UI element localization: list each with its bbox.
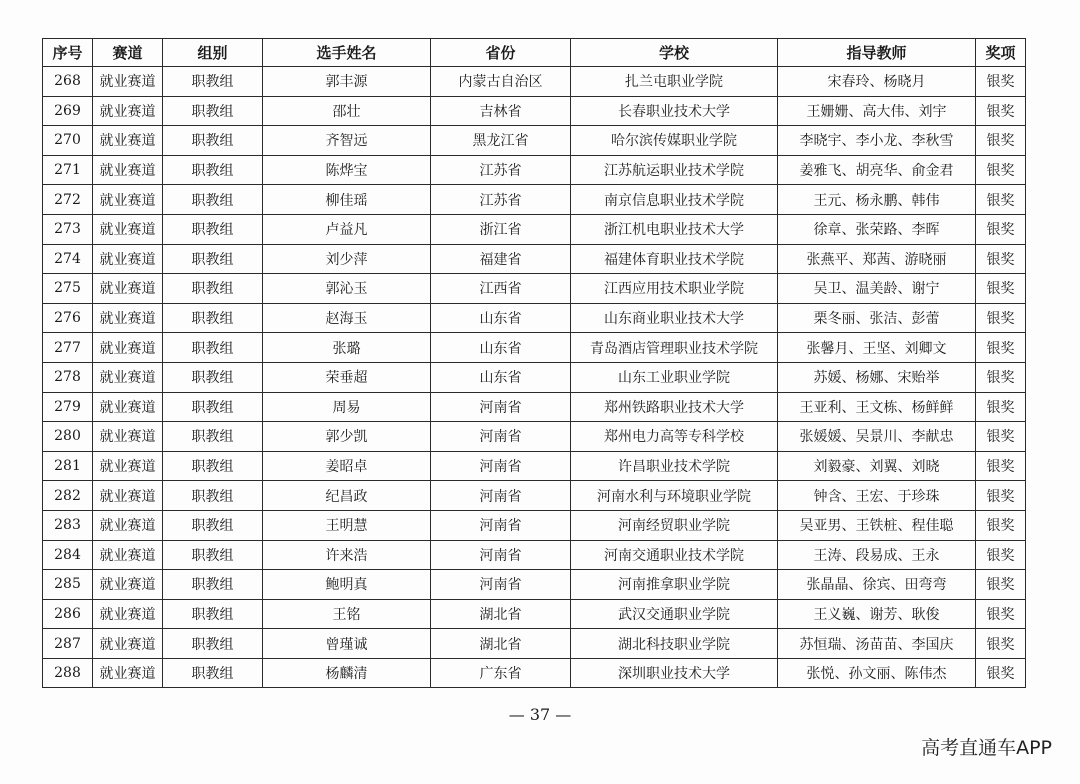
table-row <box>43 570 1026 600</box>
cell-advisors: 张晶晶、徐宾、田弯弯 <box>778 570 976 600</box>
table-row <box>43 155 1026 185</box>
table-row <box>43 629 1026 659</box>
awards-table <box>42 38 1026 688</box>
cell-group: 职教组 <box>163 303 263 333</box>
cell-province: 湖北省 <box>431 599 571 629</box>
cell-school: 江苏航运职业技术学院 <box>571 155 778 185</box>
cell-track: 就业赛道 <box>93 629 163 659</box>
cell-name: 纪昌政 <box>263 481 431 511</box>
cell-index: 280 <box>43 422 93 452</box>
cell-track: 就业赛道 <box>93 155 163 185</box>
cell-group: 职教组 <box>163 658 263 688</box>
cell-school: 山东工业职业学院 <box>571 362 778 392</box>
cell-advisors: 吴亚男、王铁桩、程佳聪 <box>778 510 976 540</box>
cell-advisors: 刘毅豪、刘翼、刘晓 <box>778 451 976 481</box>
cell-name: 王明慧 <box>263 510 431 540</box>
cell-advisors: 王元、杨永鹏、韩伟 <box>778 185 976 215</box>
cell-index: 288 <box>43 658 93 688</box>
cell-award: 银奖 <box>976 570 1026 600</box>
cell-track: 就业赛道 <box>93 570 163 600</box>
cell-advisors: 苏恒瑞、汤苗苗、李国庆 <box>778 629 976 659</box>
cell-group: 职教组 <box>163 599 263 629</box>
cell-group: 职教组 <box>163 540 263 570</box>
cell-index: 277 <box>43 333 93 363</box>
cell-group: 职教组 <box>163 481 263 511</box>
cell-province: 河南省 <box>431 392 571 422</box>
cell-track: 就业赛道 <box>93 599 163 629</box>
cell-advisors: 王涛、段易成、王永 <box>778 540 976 570</box>
cell-school: 南京信息职业技术学院 <box>571 185 778 215</box>
cell-award: 银奖 <box>976 451 1026 481</box>
cell-province: 河南省 <box>431 451 571 481</box>
table-row <box>43 185 1026 215</box>
cell-index: 282 <box>43 481 93 511</box>
cell-award: 银奖 <box>976 599 1026 629</box>
cell-name: 王铭 <box>263 599 431 629</box>
cell-name: 荣垂超 <box>263 362 431 392</box>
cell-track: 就业赛道 <box>93 214 163 244</box>
cell-award: 银奖 <box>976 96 1026 126</box>
cell-track: 就业赛道 <box>93 274 163 304</box>
cell-school: 深圳职业技术大学 <box>571 658 778 688</box>
header-award: 奖项 <box>976 39 1026 67</box>
cell-track: 就业赛道 <box>93 126 163 156</box>
cell-award: 银奖 <box>976 422 1026 452</box>
cell-advisors: 王姗姗、高大伟、刘宇 <box>778 96 976 126</box>
table-row <box>43 333 1026 363</box>
table-row <box>43 422 1026 452</box>
cell-name: 曾瑾诚 <box>263 629 431 659</box>
cell-index: 284 <box>43 540 93 570</box>
cell-name: 刘少萍 <box>263 244 431 274</box>
cell-advisors: 张燕平、郑茜、游晓丽 <box>778 244 976 274</box>
cell-province: 山东省 <box>431 333 571 363</box>
cell-province: 江苏省 <box>431 185 571 215</box>
header-school: 学校 <box>571 39 778 67</box>
cell-award: 银奖 <box>976 362 1026 392</box>
cell-school: 扎兰屯职业学院 <box>571 67 778 97</box>
cell-province: 河南省 <box>431 481 571 511</box>
cell-award: 银奖 <box>976 481 1026 511</box>
page-number: — 37 — <box>508 705 572 724</box>
cell-advisors: 张媛媛、吴景川、李献忠 <box>778 422 976 452</box>
cell-track: 就业赛道 <box>93 333 163 363</box>
cell-name: 郭沁玉 <box>263 274 431 304</box>
cell-name: 周易 <box>263 392 431 422</box>
table-row <box>43 510 1026 540</box>
cell-province: 山东省 <box>431 303 571 333</box>
cell-name: 郭少凯 <box>263 422 431 452</box>
cell-group: 职教组 <box>163 155 263 185</box>
cell-award: 银奖 <box>976 392 1026 422</box>
cell-advisors: 苏媛、杨娜、宋贻举 <box>778 362 976 392</box>
cell-track: 就业赛道 <box>93 185 163 215</box>
cell-province: 福建省 <box>431 244 571 274</box>
cell-award: 银奖 <box>976 126 1026 156</box>
cell-index: 273 <box>43 214 93 244</box>
cell-advisors: 王义巍、谢芳、耿俊 <box>778 599 976 629</box>
cell-index: 271 <box>43 155 93 185</box>
cell-track: 就业赛道 <box>93 540 163 570</box>
cell-track: 就业赛道 <box>93 362 163 392</box>
header-name: 选手姓名 <box>263 39 431 67</box>
cell-award: 银奖 <box>976 540 1026 570</box>
cell-track: 就业赛道 <box>93 481 163 511</box>
cell-group: 职教组 <box>163 244 263 274</box>
table-row <box>43 481 1026 511</box>
cell-track: 就业赛道 <box>93 67 163 97</box>
cell-track: 就业赛道 <box>93 244 163 274</box>
cell-name: 姜昭卓 <box>263 451 431 481</box>
cell-school: 福建体育职业技术学院 <box>571 244 778 274</box>
header-province: 省份 <box>431 39 571 67</box>
cell-advisors: 吴卫、温美龄、谢宁 <box>778 274 976 304</box>
cell-track: 就业赛道 <box>93 451 163 481</box>
cell-index: 278 <box>43 362 93 392</box>
cell-group: 职教组 <box>163 333 263 363</box>
cell-track: 就业赛道 <box>93 422 163 452</box>
cell-advisors: 王亚利、王文栋、杨鲜鲜 <box>778 392 976 422</box>
cell-province: 河南省 <box>431 540 571 570</box>
cell-group: 职教组 <box>163 392 263 422</box>
cell-province: 江苏省 <box>431 155 571 185</box>
cell-group: 职教组 <box>163 629 263 659</box>
cell-school: 哈尔滨传媒职业学院 <box>571 126 778 156</box>
cell-province: 湖北省 <box>431 629 571 659</box>
header-advisors: 指导教师 <box>778 39 976 67</box>
cell-school: 许昌职业技术学院 <box>571 451 778 481</box>
table-row <box>43 362 1026 392</box>
table-row <box>43 658 1026 688</box>
cell-index: 276 <box>43 303 93 333</box>
cell-school: 郑州铁路职业技术大学 <box>571 392 778 422</box>
cell-award: 银奖 <box>976 155 1026 185</box>
cell-index: 286 <box>43 599 93 629</box>
cell-group: 职教组 <box>163 126 263 156</box>
cell-group: 职教组 <box>163 422 263 452</box>
cell-award: 银奖 <box>976 510 1026 540</box>
cell-school: 郑州电力高等专科学校 <box>571 422 778 452</box>
cell-index: 287 <box>43 629 93 659</box>
table-body <box>43 67 1026 688</box>
cell-advisors: 张馨月、王坚、刘卿文 <box>778 333 976 363</box>
cell-school: 浙江机电职业技术大学 <box>571 214 778 244</box>
table-header-row <box>43 39 1026 67</box>
cell-advisors: 张悦、孙文丽、陈伟杰 <box>778 658 976 688</box>
table-row <box>43 303 1026 333</box>
header-group: 组别 <box>163 39 263 67</box>
cell-school: 江西应用技术职业学院 <box>571 274 778 304</box>
cell-award: 银奖 <box>976 629 1026 659</box>
cell-group: 职教组 <box>163 451 263 481</box>
cell-name: 杨麟清 <box>263 658 431 688</box>
cell-advisors: 徐章、张荣路、李晖 <box>778 214 976 244</box>
cell-province: 河南省 <box>431 510 571 540</box>
cell-award: 银奖 <box>976 333 1026 363</box>
cell-index: 281 <box>43 451 93 481</box>
cell-index: 275 <box>43 274 93 304</box>
cell-school: 山东商业职业技术大学 <box>571 303 778 333</box>
cell-group: 职教组 <box>163 67 263 97</box>
cell-award: 银奖 <box>976 658 1026 688</box>
cell-award: 银奖 <box>976 303 1026 333</box>
cell-school: 武汉交通职业学院 <box>571 599 778 629</box>
cell-province: 山东省 <box>431 362 571 392</box>
cell-group: 职教组 <box>163 362 263 392</box>
header-track: 赛道 <box>93 39 163 67</box>
cell-advisors: 姜雅飞、胡亮华、俞金君 <box>778 155 976 185</box>
cell-index: 268 <box>43 67 93 97</box>
cell-group: 职教组 <box>163 510 263 540</box>
cell-name: 张璐 <box>263 333 431 363</box>
cell-province: 江西省 <box>431 274 571 304</box>
cell-group: 职教组 <box>163 96 263 126</box>
cell-index: 272 <box>43 185 93 215</box>
cell-name: 卢益凡 <box>263 214 431 244</box>
cell-group: 职教组 <box>163 274 263 304</box>
cell-index: 283 <box>43 510 93 540</box>
table-row <box>43 96 1026 126</box>
cell-track: 就业赛道 <box>93 510 163 540</box>
table-row <box>43 67 1026 97</box>
cell-index: 274 <box>43 244 93 274</box>
table-row <box>43 392 1026 422</box>
watermark-text: 高考直通车APP <box>921 737 1052 759</box>
cell-group: 职教组 <box>163 214 263 244</box>
cell-school: 河南经贸职业学院 <box>571 510 778 540</box>
cell-name: 柳佳瑶 <box>263 185 431 215</box>
cell-group: 职教组 <box>163 570 263 600</box>
cell-index: 270 <box>43 126 93 156</box>
cell-school: 河南交通职业技术学院 <box>571 540 778 570</box>
cell-track: 就业赛道 <box>93 392 163 422</box>
cell-school: 河南水利与环境职业学院 <box>571 481 778 511</box>
cell-award: 银奖 <box>976 274 1026 304</box>
cell-award: 银奖 <box>976 67 1026 97</box>
cell-track: 就业赛道 <box>93 96 163 126</box>
cell-province: 浙江省 <box>431 214 571 244</box>
cell-track: 就业赛道 <box>93 658 163 688</box>
cell-advisors: 宋春玲、杨晓月 <box>778 67 976 97</box>
cell-advisors: 栗冬丽、张洁、彭蕾 <box>778 303 976 333</box>
cell-award: 银奖 <box>976 185 1026 215</box>
cell-province: 广东省 <box>431 658 571 688</box>
cell-name: 齐智远 <box>263 126 431 156</box>
cell-school: 湖北科技职业学院 <box>571 629 778 659</box>
cell-name: 陈烨宝 <box>263 155 431 185</box>
cell-index: 279 <box>43 392 93 422</box>
table-row <box>43 274 1026 304</box>
cell-province: 吉林省 <box>431 96 571 126</box>
cell-school: 青岛酒店管理职业技术学院 <box>571 333 778 363</box>
table-row <box>43 126 1026 156</box>
cell-province: 黑龙江省 <box>431 126 571 156</box>
cell-award: 银奖 <box>976 214 1026 244</box>
table-row <box>43 244 1026 274</box>
table-row <box>43 214 1026 244</box>
cell-award: 银奖 <box>976 244 1026 274</box>
cell-track: 就业赛道 <box>93 303 163 333</box>
cell-index: 269 <box>43 96 93 126</box>
cell-name: 许来浩 <box>263 540 431 570</box>
cell-province: 河南省 <box>431 422 571 452</box>
table-row <box>43 451 1026 481</box>
cell-advisors: 钟含、王宏、于珍珠 <box>778 481 976 511</box>
cell-advisors: 李晓宇、李小龙、李秋雪 <box>778 126 976 156</box>
cell-school: 河南推拿职业学院 <box>571 570 778 600</box>
cell-name: 赵海玉 <box>263 303 431 333</box>
cell-index: 285 <box>43 570 93 600</box>
table-row <box>43 599 1026 629</box>
table-row <box>43 540 1026 570</box>
cell-group: 职教组 <box>163 185 263 215</box>
cell-province: 河南省 <box>431 570 571 600</box>
cell-name: 邵壮 <box>263 96 431 126</box>
cell-name: 郭丰源 <box>263 67 431 97</box>
cell-name: 鲍明真 <box>263 570 431 600</box>
cell-province: 内蒙古自治区 <box>431 67 571 97</box>
header-index: 序号 <box>43 39 93 67</box>
cell-school: 长春职业技术大学 <box>571 96 778 126</box>
